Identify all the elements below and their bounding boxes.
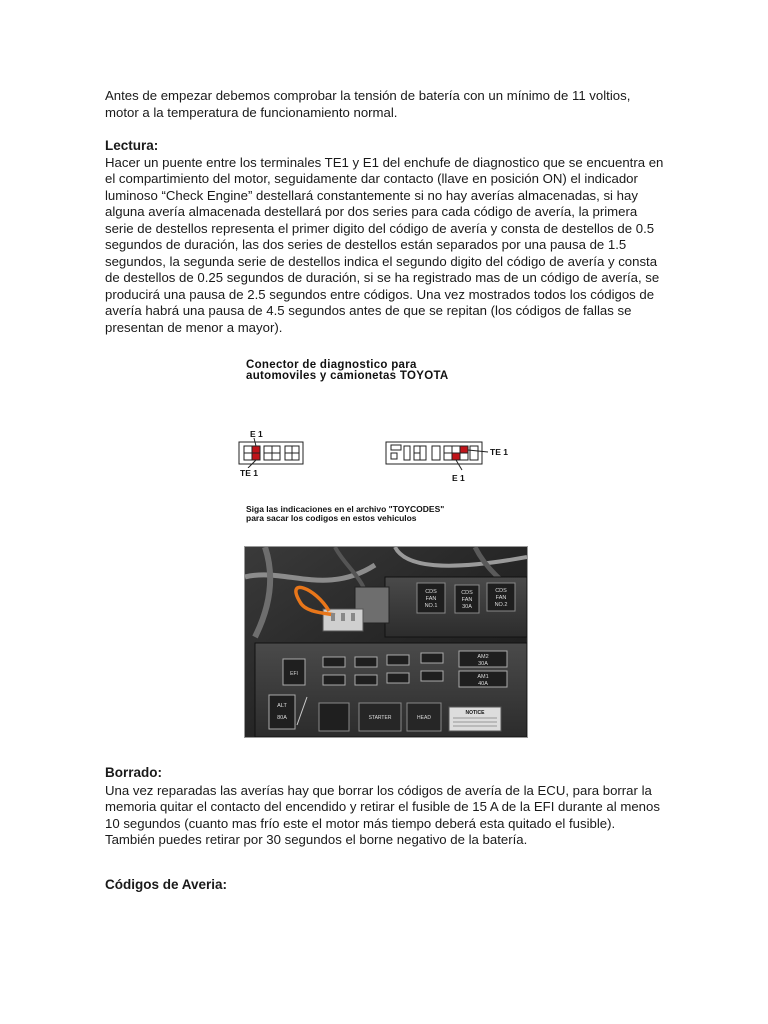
svg-text:HEAD: HEAD — [417, 715, 431, 721]
svg-text:CDS: CDS — [425, 589, 437, 595]
svg-text:FAN: FAN — [425, 596, 437, 602]
svg-text:FAN: FAN — [495, 595, 507, 601]
borrado-heading: Borrado: — [105, 765, 162, 780]
svg-text:EFI: EFI — [290, 671, 298, 677]
svg-text:NO.1: NO.1 — [424, 603, 438, 609]
engine-fuse-box-photo — [244, 546, 528, 738]
lectura-paragraph: Hacer un puente entre los terminales TE1 y E1 del enchufe de diagnostico que se encuentra en el compartimiento del motor, seguidamente dar contacto (llave en posición ON) el indicador luminoso “Check Engine” destellará constantemente si no hay averías almacenadas, si hay alguna avería almacenada destellará por dos series para cada código de avería, la primera serie de destellos representa el primer digito del código de avería y consta de destellos de 0.5 segundos de duración, las dos series de destellos están separados por una pausa de 1.5 segundos, la segunda serie de destellos indica el segundo digito del código de avería y consta de destellos de 0.25 segundos de duración, si se ha registrado mas de un código de avería, se producirá una pausa de 2.5 segundos entre códigos. Una vez mostrados todos los códigos de avería habrá una pausa de 4.5 segundos antes de que se repitan (los códigos de fallas se presentan de menor a mayor). — [105, 154, 664, 335]
document-body — [105, 88, 665, 336]
svg-text:ALT: ALT — [277, 703, 287, 709]
codigos-heading: Códigos de Averia: — [105, 877, 228, 892]
figure-note-line1: Siga las indicaciones en el archivo "TOYCODES" — [246, 504, 445, 514]
borrado-paragraph: Una vez reparadas las averías hay que borrar los códigos de avería de la ECU, para borrar la memoria quitar el contacto del encendido y retirar el fusible de 15 A de la EFI durante al menos 10 segundos (cuanto mas frío este el motor más tiempo deberá esta quitado el fusible). También puedes retirar por 30 segundos el borne negativo de la batería. — [105, 782, 660, 847]
svg-text:CDS: CDS — [495, 588, 507, 594]
svg-text:30A: 30A — [462, 604, 472, 610]
intro-paragraph: Antes de empezar debemos comprobar la tensión de batería con un mínimo de 11 voltios, motor a la temperatura de funcionamiento normal. — [105, 88, 631, 120]
svg-text:NOTICE: NOTICE — [465, 710, 485, 716]
left-connector-e1-label: E 1 — [250, 429, 263, 439]
lectura-heading: Lectura: — [105, 138, 159, 153]
right-connector-diagram — [384, 440, 494, 472]
figure-title-line1: Conector de diagnostico para — [246, 359, 417, 371]
svg-text:NO.2: NO.2 — [494, 602, 508, 608]
left-connector-diagram — [238, 438, 308, 468]
right-connector-e1-label: E 1 — [452, 473, 465, 483]
svg-text:30A: 30A — [478, 661, 488, 667]
svg-text:AM1: AM1 — [477, 674, 489, 680]
borrado-section — [105, 765, 665, 849]
svg-text:FAN: FAN — [461, 597, 473, 603]
svg-text:CDS: CDS — [461, 590, 473, 596]
left-connector-te1-label: TE 1 — [240, 468, 258, 478]
svg-text:40A: 40A — [478, 681, 488, 687]
figure-title-line2: automoviles y camionetas TOYOTA — [246, 370, 449, 382]
svg-text:80A: 80A — [277, 715, 287, 721]
figure-note-line2: para sacar los codigos en estos vehiculos — [246, 513, 417, 523]
svg-text:STARTER: STARTER — [368, 715, 392, 721]
diagnostic-connector-figure — [232, 352, 532, 742]
svg-text:AM2: AM2 — [477, 654, 489, 660]
right-connector-te1-label: TE 1 — [490, 447, 508, 457]
